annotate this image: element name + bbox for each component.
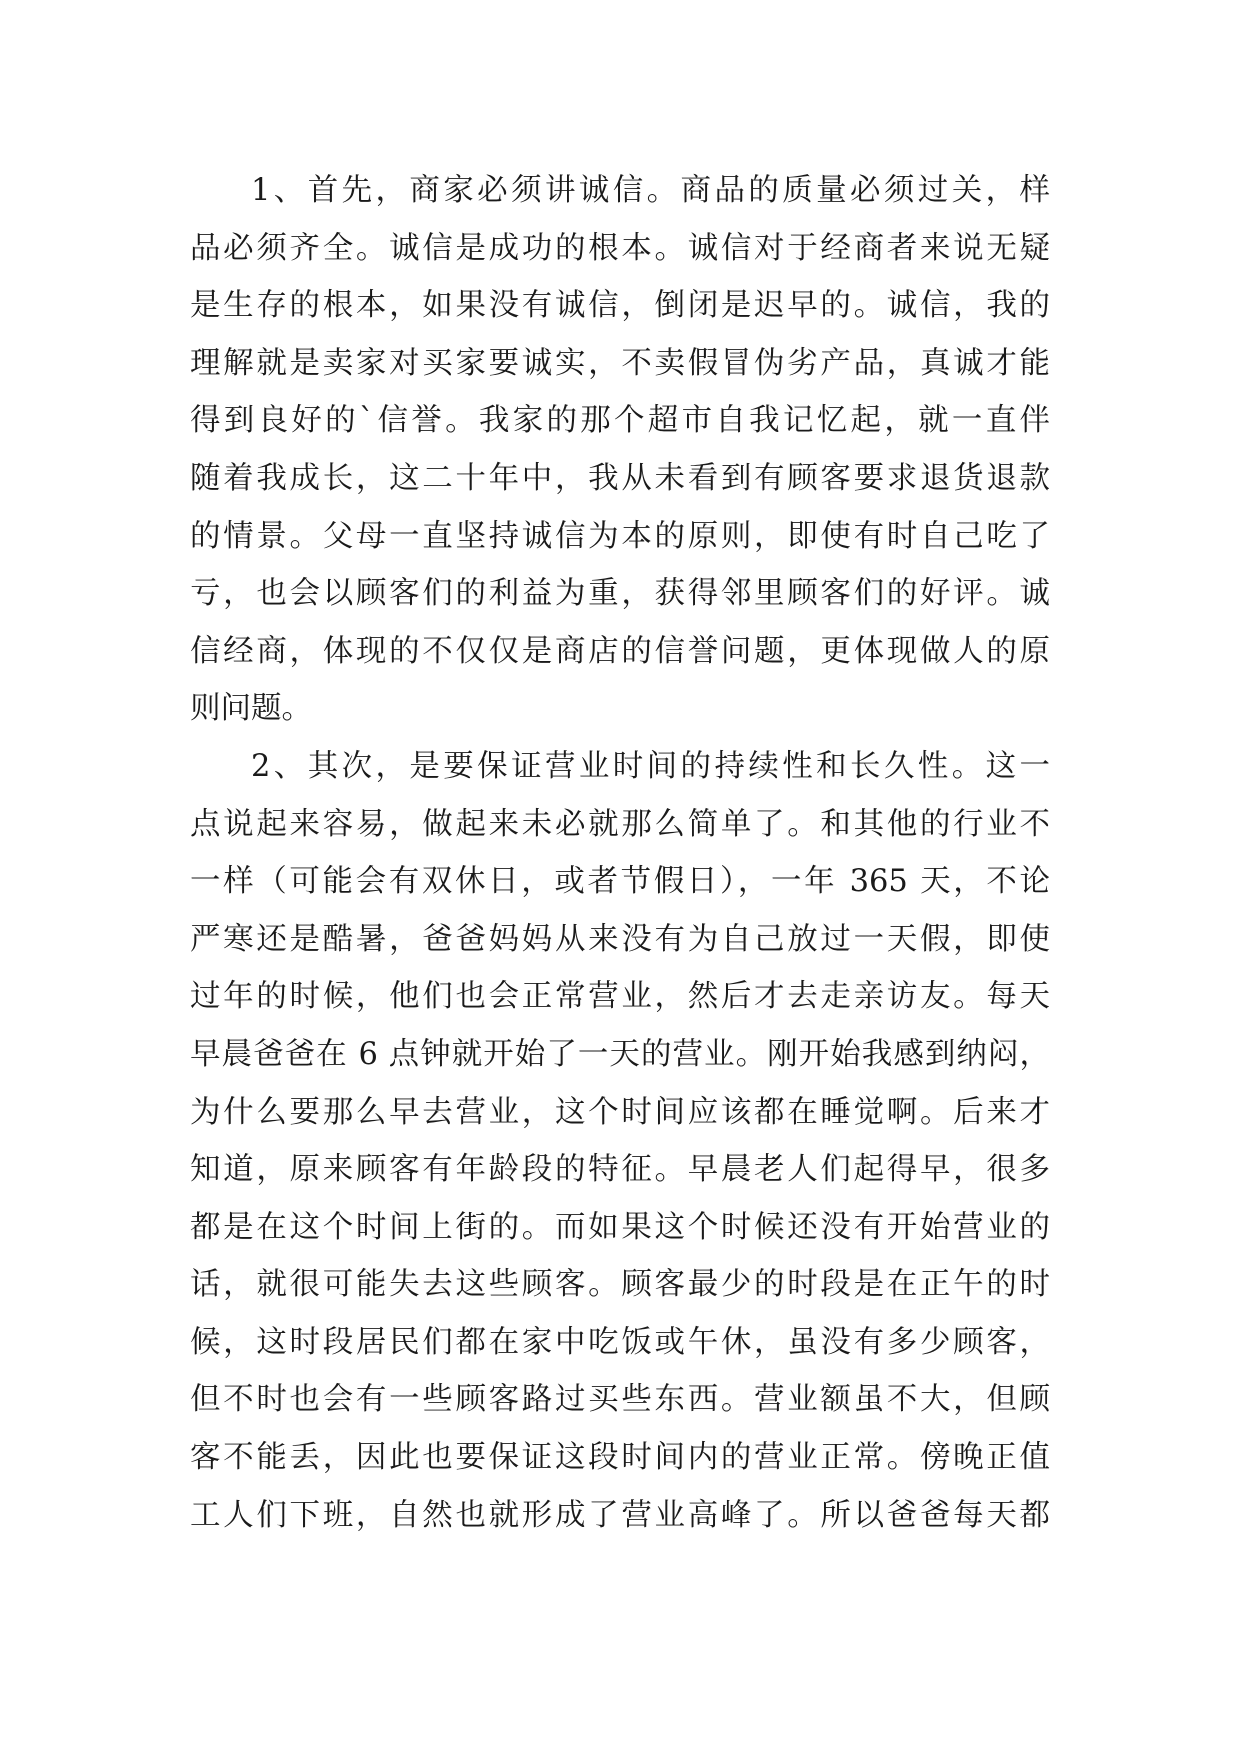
text-line: 话，就很可能失去这些顾客。顾客最少的时段是在正午的时 <box>190 1267 1050 1303</box>
text-line: 工人们下班，自然也就形成了营业高峰了。所以爸爸每天都 <box>190 1497 1050 1533</box>
text-line: 都是在这个时间上街的。而如果这个时候还没有开始营业的 <box>190 1209 1050 1245</box>
text-line: 过年的时候，他们也会正常营业，然后才去走亲访友。每天 <box>190 979 1050 1015</box>
text-line: 是生存的根本，如果没有诚信，倒闭是迟早的。诚信，我的 <box>190 288 1050 324</box>
text-line: 信经商，体现的不仅仅是商店的信誉问题，更体现做人的原 <box>190 633 1050 669</box>
text-line: 得到良好的`信誉。我家的那个超市自我记忆起，就一直伴 <box>190 403 1050 439</box>
text-line: 的情景。父母一直坚持诚信为本的原则，即使有时自己吃了 <box>190 518 1050 554</box>
text-line: 知道，原来顾客有年龄段的特征。早晨老人们起得早，很多 <box>190 1152 1050 1188</box>
text-line: 2、其次，是要保证营业时间的持续性和长久性。这一 <box>251 748 1050 784</box>
text-line: 客不能丢，因此也要保证这段时间内的营业正常。傍晚正值 <box>190 1440 1050 1476</box>
text-line: 但不时也会有一些顾客路过买些东西。营业额虽不大，但顾 <box>190 1382 1050 1418</box>
text-line: 随着我成长，这二十年中，我从未看到有顾客要求退货退款 <box>190 460 1050 496</box>
text-line: 严寒还是酷暑，爸爸妈妈从来没有为自己放过一天假，即使 <box>190 921 1050 957</box>
text-line: 早晨爸爸在 6 点钟就开始了一天的营业。刚开始我感到纳闷， <box>190 1036 1050 1072</box>
text-line: 点说起来容易，做起来未必就那么简单了。和其他的行业不 <box>190 806 1050 842</box>
text-line: 品必须齐全。诚信是成功的根本。诚信对于经商者来说无疑 <box>190 230 1050 266</box>
text-line: 理解就是卖家对买家要诚实，不卖假冒伪劣产品，真诚才能 <box>190 345 1050 381</box>
text-line: 为什么要那么早去营业，这个时间应该都在睡觉啊。后来才 <box>190 1094 1050 1130</box>
text-line: 候，这时段居民们都在家中吃饭或午休，虽没有多少顾客， <box>190 1324 1050 1360</box>
text-line: 一样（可能会有双休日，或者节假日），一年 365 天，不论 <box>190 864 1050 900</box>
text-line: 亏，也会以顾客们的利益为重，获得邻里顾客们的好评。诚 <box>190 576 1050 612</box>
text-line: 1、首先，商家必须讲诚信。商品的质量必须过关，样 <box>251 173 1050 208</box>
body-text <box>190 162 1050 1544</box>
text-line: 则问题。 <box>190 691 312 727</box>
